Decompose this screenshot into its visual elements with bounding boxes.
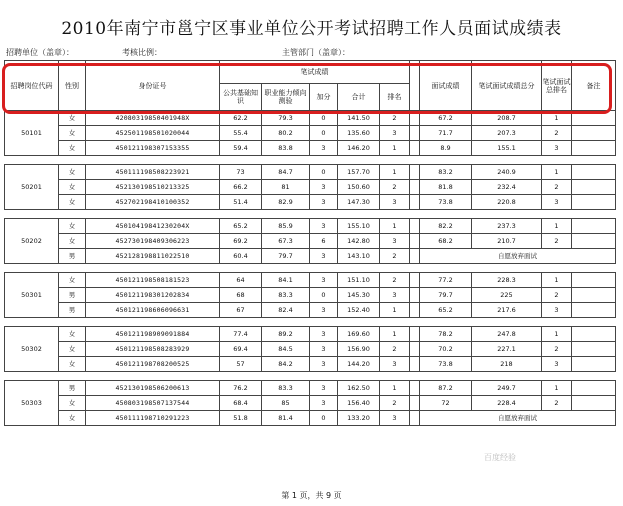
gender-cell: 男: [59, 381, 86, 396]
post-code-cell: 50101: [5, 111, 59, 156]
interview-score-cell: 77.2: [420, 273, 472, 288]
written-rank-cell: 2: [380, 273, 410, 288]
remark-cell: [572, 126, 616, 141]
public-basics-score-cell: 64: [220, 273, 262, 288]
bonus-cell: 0: [310, 111, 338, 126]
table-row: [5, 111, 616, 126]
written-total-cell: 145.30: [338, 288, 380, 303]
table-row: [5, 180, 616, 195]
spacer-cell: [410, 195, 420, 210]
remark-cell: [572, 141, 616, 156]
id-number-cell: 42080319850401948X: [86, 111, 220, 126]
supervising-dept-label: 主管部门（盖章）：: [282, 48, 350, 57]
remark-cell: [572, 342, 616, 357]
bonus-cell: 0: [310, 288, 338, 303]
written-rank-cell: 3: [380, 234, 410, 249]
spacer-cell: [410, 249, 420, 264]
interview-score-cell: 78.2: [420, 327, 472, 342]
spacer-cell: [410, 342, 420, 357]
table-row: [5, 273, 616, 288]
spacer-cell: [410, 396, 420, 411]
written-total-cell: 142.80: [338, 234, 380, 249]
interview-score-cell: 87.2: [420, 381, 472, 396]
header-gender: 性别: [59, 61, 86, 111]
group-separator: [5, 264, 616, 273]
spacer-cell: [410, 126, 420, 141]
combined-score-cell: 227.1: [472, 342, 542, 357]
interview-score-cell: 67.2: [420, 111, 472, 126]
recruiting-unit-label: 招聘单位（盖章）：: [6, 48, 74, 57]
remark-cell: [572, 273, 616, 288]
header-spacer: [410, 61, 420, 111]
table-row: [5, 165, 616, 180]
public-basics-score-cell: 55.4: [220, 126, 262, 141]
aptitude-score-cell: 79.7: [262, 249, 310, 264]
combined-score-cell: 225: [472, 288, 542, 303]
table-row: [5, 327, 616, 342]
id-number-cell: 450121198909091884: [86, 327, 220, 342]
remark-cell: [572, 234, 616, 249]
combined-rank-cell: 1: [542, 381, 572, 396]
combined-rank-cell: 1: [542, 219, 572, 234]
written-rank-cell: 3: [380, 411, 410, 426]
table-row: [5, 411, 616, 426]
public-basics-score-cell: 51.8: [220, 411, 262, 426]
bonus-cell: 3: [310, 249, 338, 264]
aptitude-score-cell: 84.7: [262, 165, 310, 180]
combined-rank-cell: 2: [542, 396, 572, 411]
gender-cell: 女: [59, 327, 86, 342]
gender-cell: 男: [59, 303, 86, 318]
id-number-cell: 450111198508223921: [86, 165, 220, 180]
aptitude-score-cell: 81: [262, 180, 310, 195]
group-separator: [5, 210, 616, 219]
written-total-cell: 162.50: [338, 381, 380, 396]
bonus-cell: 0: [310, 126, 338, 141]
header-bonus: 加分: [310, 84, 338, 111]
id-number-cell: 450803198507137544: [86, 396, 220, 411]
remark-cell: [572, 165, 616, 180]
header-post-code: 招聘岗位代码: [5, 61, 59, 111]
combined-rank-cell: 3: [542, 357, 572, 372]
bonus-cell: 3: [310, 195, 338, 210]
table-header-row: [5, 61, 616, 84]
post-code-cell: 50301: [5, 273, 59, 318]
spacer-cell: [410, 303, 420, 318]
spacer-cell: [410, 288, 420, 303]
aptitude-score-cell: 82.9: [262, 195, 310, 210]
spacer-cell: [410, 111, 420, 126]
public-basics-score-cell: 77.4: [220, 327, 262, 342]
combined-rank-cell: 1: [542, 273, 572, 288]
written-rank-cell: 1: [380, 327, 410, 342]
table-row: [5, 126, 616, 141]
header-id: 身份证号: [86, 61, 220, 111]
watermark: 百度经验: [484, 453, 516, 462]
written-total-cell: 155.10: [338, 219, 380, 234]
gender-cell: 女: [59, 195, 86, 210]
spacer-cell: [410, 234, 420, 249]
combined-rank-cell: 3: [542, 141, 572, 156]
gender-cell: 女: [59, 141, 86, 156]
written-total-cell: 133.20: [338, 411, 380, 426]
public-basics-score-cell: 62.2: [220, 111, 262, 126]
id-number-cell: 452501198501020044: [86, 126, 220, 141]
bonus-cell: 6: [310, 234, 338, 249]
aptitude-score-cell: 89.2: [262, 327, 310, 342]
bonus-cell: 3: [310, 396, 338, 411]
remark-cell: [572, 396, 616, 411]
id-number-cell: 450121198508181523: [86, 273, 220, 288]
page-footer: 第 1 页，共 9 页: [281, 491, 342, 500]
aptitude-score-cell: 67.3: [262, 234, 310, 249]
aptitude-score-cell: 81.4: [262, 411, 310, 426]
table-row: [5, 219, 616, 234]
group-separator: [5, 156, 616, 165]
written-total-cell: 146.20: [338, 141, 380, 156]
id-number-cell: 452702198410100352: [86, 195, 220, 210]
spacer-cell: [410, 411, 420, 426]
header-combined-rank: 笔试面试总排名: [542, 61, 572, 111]
bonus-cell: 3: [310, 381, 338, 396]
spacer-cell: [410, 327, 420, 342]
gender-cell: 女: [59, 180, 86, 195]
combined-rank-cell: 2: [542, 126, 572, 141]
spacer-cell: [410, 165, 420, 180]
written-total-cell: 151.10: [338, 273, 380, 288]
public-basics-score-cell: 60.4: [220, 249, 262, 264]
bonus-cell: 0: [310, 411, 338, 426]
id-number-cell: 450121198508283929: [86, 342, 220, 357]
gender-cell: 女: [59, 357, 86, 372]
combined-score-cell: 155.1: [472, 141, 542, 156]
written-rank-cell: 1: [380, 303, 410, 318]
interview-score-cell: 8.9: [420, 141, 472, 156]
combined-score-cell: 228.4: [472, 396, 542, 411]
public-basics-score-cell: 68.4: [220, 396, 262, 411]
written-rank-cell: 3: [380, 126, 410, 141]
aptitude-score-cell: 80.2: [262, 126, 310, 141]
written-total-cell: 150.60: [338, 180, 380, 195]
post-code-cell: 50202: [5, 219, 59, 264]
id-number-cell: 450121198301202834: [86, 288, 220, 303]
spacer-cell: [410, 141, 420, 156]
written-total-cell: 143.10: [338, 249, 380, 264]
written-rank-cell: 1: [380, 141, 410, 156]
written-total-cell: 141.50: [338, 111, 380, 126]
interview-score-cell: 68.2: [420, 234, 472, 249]
written-rank-cell: 1: [380, 219, 410, 234]
id-number-cell: 452730198409306223: [86, 234, 220, 249]
separator-cell: [5, 372, 616, 381]
bonus-cell: 3: [310, 219, 338, 234]
written-rank-cell: 3: [380, 195, 410, 210]
written-total-cell: 156.40: [338, 396, 380, 411]
table-row: [5, 357, 616, 372]
header-remark: 备注: [572, 61, 616, 111]
table-row: [5, 303, 616, 318]
header-public-basics: 公共基础知识: [220, 84, 262, 111]
combined-rank-cell: 2: [542, 288, 572, 303]
written-rank-cell: 2: [380, 249, 410, 264]
spacer-cell: [410, 381, 420, 396]
gender-cell: 女: [59, 111, 86, 126]
table-row: [5, 249, 616, 264]
public-basics-score-cell: 67: [220, 303, 262, 318]
public-basics-score-cell: 66.2: [220, 180, 262, 195]
written-rank-cell: 1: [380, 381, 410, 396]
withdrawal-note-cell: 自愿放弃面试: [420, 249, 616, 264]
public-basics-score-cell: 59.4: [220, 141, 262, 156]
aptitude-score-cell: 83.3: [262, 288, 310, 303]
bonus-cell: 3: [310, 141, 338, 156]
aptitude-score-cell: 79.3: [262, 111, 310, 126]
written-total-cell: 147.30: [338, 195, 380, 210]
aptitude-score-cell: 85.9: [262, 219, 310, 234]
id-number-cell: 450121198708200525: [86, 357, 220, 372]
aptitude-score-cell: 84.1: [262, 273, 310, 288]
gender-cell: 女: [59, 234, 86, 249]
public-basics-score-cell: 68: [220, 288, 262, 303]
table-row: [5, 141, 616, 156]
bonus-cell: 3: [310, 273, 338, 288]
gender-cell: 女: [59, 396, 86, 411]
spacer-cell: [410, 273, 420, 288]
combined-score-cell: 218: [472, 357, 542, 372]
written-rank-cell: 1: [380, 165, 410, 180]
id-number-cell: 450121198307153355: [86, 141, 220, 156]
combined-rank-cell: 1: [542, 165, 572, 180]
gender-cell: 女: [59, 165, 86, 180]
public-basics-score-cell: 69.4: [220, 342, 262, 357]
combined-score-cell: 232.4: [472, 180, 542, 195]
assessment-ratio-label: 考核比例：: [122, 48, 162, 57]
bonus-cell: 3: [310, 327, 338, 342]
separator-cell: [5, 156, 616, 165]
combined-rank-cell: 1: [542, 327, 572, 342]
written-total-cell: 144.20: [338, 357, 380, 372]
gender-cell: 女: [59, 411, 86, 426]
public-basics-score-cell: 76.2: [220, 381, 262, 396]
combined-rank-cell: 3: [542, 195, 572, 210]
bonus-cell: 3: [310, 303, 338, 318]
public-basics-score-cell: 73: [220, 165, 262, 180]
bonus-cell: 3: [310, 180, 338, 195]
spacer-cell: [410, 357, 420, 372]
remark-cell: [572, 219, 616, 234]
header-total: 合计: [338, 84, 380, 111]
spacer-cell: [410, 219, 420, 234]
table-row: [5, 342, 616, 357]
combined-score-cell: 228.3: [472, 273, 542, 288]
aptitude-score-cell: 84.2: [262, 357, 310, 372]
combined-score-cell: 220.8: [472, 195, 542, 210]
gender-cell: 女: [59, 273, 86, 288]
withdrawal-note-cell: 自愿放弃面试: [420, 411, 616, 426]
combined-rank-cell: 3: [542, 303, 572, 318]
remark-cell: [572, 303, 616, 318]
combined-rank-cell: 2: [542, 234, 572, 249]
written-rank-cell: 2: [380, 396, 410, 411]
interview-score-cell: 83.2: [420, 165, 472, 180]
written-rank-cell: 2: [380, 111, 410, 126]
public-basics-score-cell: 69.2: [220, 234, 262, 249]
group-separator: [5, 318, 616, 327]
combined-score-cell: 247.8: [472, 327, 542, 342]
gender-cell: 女: [59, 342, 86, 357]
interview-score-cell: 72: [420, 396, 472, 411]
aptitude-score-cell: 85: [262, 396, 310, 411]
public-basics-score-cell: 57: [220, 357, 262, 372]
aptitude-score-cell: 84.5: [262, 342, 310, 357]
remark-cell: [572, 180, 616, 195]
written-total-cell: 169.60: [338, 327, 380, 342]
written-rank-cell: 3: [380, 357, 410, 372]
written-total-cell: 152.40: [338, 303, 380, 318]
group-separator: [5, 372, 616, 381]
separator-cell: [5, 210, 616, 219]
id-number-cell: 450111198710291223: [86, 411, 220, 426]
spacer-cell: [410, 180, 420, 195]
written-rank-cell: 2: [380, 180, 410, 195]
written-total-cell: 156.90: [338, 342, 380, 357]
gender-cell: 女: [59, 126, 86, 141]
post-code-cell: 50201: [5, 165, 59, 210]
header-aptitude-test: 职业能力倾向测验: [262, 84, 310, 111]
bonus-cell: 3: [310, 342, 338, 357]
separator-cell: [5, 318, 616, 327]
header-rank: 排名: [380, 84, 410, 111]
table-row: [5, 288, 616, 303]
public-basics-score-cell: 65.2: [220, 219, 262, 234]
post-code-cell: 50302: [5, 327, 59, 372]
remark-cell: [572, 381, 616, 396]
aptitude-score-cell: 82.4: [262, 303, 310, 318]
combined-rank-cell: 2: [542, 180, 572, 195]
bonus-cell: 3: [310, 357, 338, 372]
combined-rank-cell: 2: [542, 342, 572, 357]
header-combined: 笔试面试成绩总分: [472, 61, 542, 111]
score-table: [4, 60, 616, 426]
remark-cell: [572, 288, 616, 303]
aptitude-score-cell: 83.8: [262, 141, 310, 156]
interview-score-cell: 73.8: [420, 357, 472, 372]
id-number-cell: 452130198510213325: [86, 180, 220, 195]
id-number-cell: 452128198811022510: [86, 249, 220, 264]
interview-score-cell: 70.2: [420, 342, 472, 357]
gender-cell: 男: [59, 288, 86, 303]
separator-cell: [5, 264, 616, 273]
combined-score-cell: 208.7: [472, 111, 542, 126]
combined-score-cell: 210.7: [472, 234, 542, 249]
page-title: 2010年南宁市邕宁区事业单位公开考试招聘工作人员面试成绩表: [61, 19, 562, 39]
id-number-cell: 45010419841230204X: [86, 219, 220, 234]
interview-score-cell: 73.8: [420, 195, 472, 210]
interview-score-cell: 65.2: [420, 303, 472, 318]
written-rank-cell: 2: [380, 342, 410, 357]
combined-score-cell: 207.3: [472, 126, 542, 141]
bonus-cell: 0: [310, 165, 338, 180]
remark-cell: [572, 327, 616, 342]
id-number-cell: 450121198606096631: [86, 303, 220, 318]
table-row: [5, 234, 616, 249]
header-written-group: 笔试成绩: [220, 61, 410, 84]
id-number-cell: 452130198506200613: [86, 381, 220, 396]
post-code-cell: 50303: [5, 381, 59, 426]
interview-score-cell: 82.2: [420, 219, 472, 234]
public-basics-score-cell: 51.4: [220, 195, 262, 210]
combined-score-cell: 249.7: [472, 381, 542, 396]
combined-score-cell: 237.3: [472, 219, 542, 234]
gender-cell: 女: [59, 219, 86, 234]
interview-score-cell: 71.7: [420, 126, 472, 141]
table-row: [5, 396, 616, 411]
remark-cell: [572, 357, 616, 372]
combined-score-cell: 217.6: [472, 303, 542, 318]
written-total-cell: 157.70: [338, 165, 380, 180]
interview-score-cell: 81.8: [420, 180, 472, 195]
written-rank-cell: 3: [380, 288, 410, 303]
written-total-cell: 135.60: [338, 126, 380, 141]
combined-score-cell: 240.9: [472, 165, 542, 180]
combined-rank-cell: 1: [542, 111, 572, 126]
header-interview: 面试成绩: [420, 61, 472, 111]
table-row: [5, 381, 616, 396]
table-row: [5, 195, 616, 210]
interview-score-cell: 79.7: [420, 288, 472, 303]
remark-cell: [572, 111, 616, 126]
remark-cell: [572, 195, 616, 210]
gender-cell: 男: [59, 249, 86, 264]
aptitude-score-cell: 83.3: [262, 381, 310, 396]
